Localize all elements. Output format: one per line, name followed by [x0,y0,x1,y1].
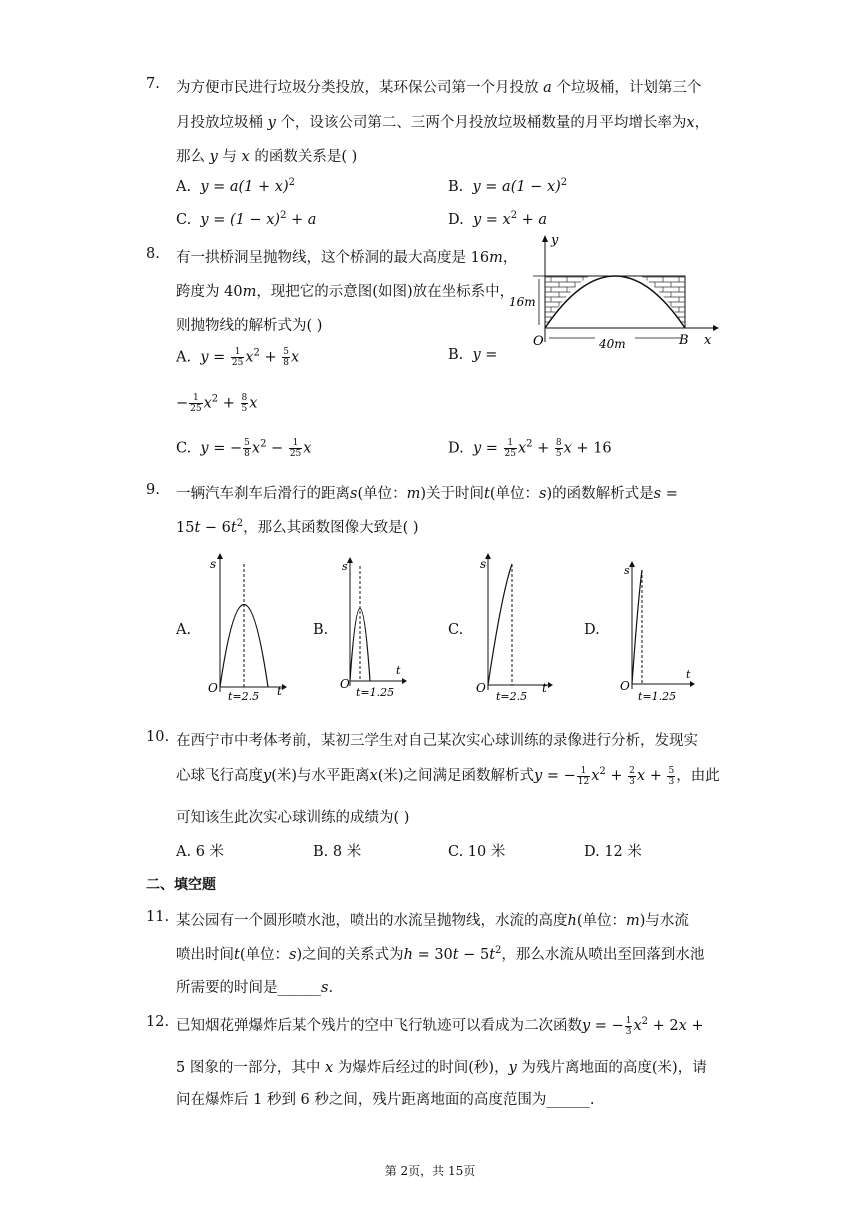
q12-number: 12. [146,1014,170,1030]
q11-text: )与水流 [639,913,689,929]
svg-text:s: s [480,557,487,571]
q8-option-b-continued: − $\frac{1}{25}$ $x^2$ + $\frac{8}{5}$ x [176,393,258,414]
q9-option-a-label[interactable]: A. [176,622,192,638]
q9-number: 9. [146,482,160,498]
section-heading: 二、填空题 [146,877,216,893]
span-label: 40m [599,337,626,351]
q9-line1: 一辆汽车刹车后滑行的距离s(单位：m)关于时间t(单位：s)的函数解析式是s = [176,486,678,502]
x-axis-label: x [704,333,712,348]
bridge-figure [503,232,723,352]
t-label: t=1.25 [356,686,395,699]
x-axis-arrow [713,325,719,331]
q10-option-b[interactable]: B. 8 米 [313,844,362,860]
q8-text: 有一拱桥洞呈抛物线，这个桥洞的最大高度是 16 [176,250,490,266]
option-expression: y = (1 − x) [200,211,281,228]
q7-text: ， [694,115,710,131]
q10-option-d[interactable]: D. 12 米 [584,844,642,860]
t-label: t=1.25 [638,690,677,703]
q9-text: )关于时间 [420,486,485,502]
q7-line3 [176,145,357,166]
q7-line1 [176,76,701,97]
q12-line3[interactable]: 问在爆炸后 1 秒到 6 秒之间，残片距离地面的高度范围为______. [176,1092,595,1108]
q7-text: 月投放垃圾桶 [176,115,263,131]
q12-line1: 已知烟花弹爆炸后某个残片的空中飞行轨迹可以看成为二次函数y = − $\frac{1}{3}$ $x^2 + 2x$ + [176,1015,704,1037]
option-label: B. [448,347,464,363]
var-x: x [686,115,695,131]
q8-line3: 则抛物线的解析式为( ) [176,318,323,334]
y-axis-arrow [542,235,548,242]
q9-graph-b[interactable] [338,556,408,702]
q12-text: 为残片离地面的高度(米)，请 [521,1060,707,1076]
q7-text: 个，设该公司第二、三两个月投放垃圾桶数量的月平均增长率为 [280,115,687,131]
y-axis-label: y [551,233,559,248]
svg-text:O: O [620,679,630,693]
height-label: 16m [509,295,536,309]
q10-line2: 心球飞行高度y(米)与水平距离x(米)之间满足函数解析式y = − $\frac{1}{12}$ $x^2$ + $\frac{2}{3}$ x + $\frac{5}{3}$ ，由此 [176,765,720,787]
q10-option-c[interactable]: C. 10 米 [448,844,506,860]
option-label: D. [448,211,464,228]
var-x: x [241,149,250,165]
q9-option-d-label[interactable]: D. [584,622,600,638]
q7-line2 [176,111,709,132]
q11-line2: 喷出时间t(单位：s)之间的关系式为$h = 30t - 5t^2$，那么水流从喷出至回落到水池 [176,945,705,963]
svg-text:s: s [342,560,348,573]
q10-option-a[interactable]: A. 6 米 [176,844,225,860]
point-b-label: B [679,333,689,348]
q9-option-b-label[interactable]: B. [313,622,329,638]
q12-text: 为爆炸后经过的时间(秒)， [337,1060,509,1076]
option-expression-tail: + a [517,211,548,228]
q8-option-d[interactable]: D. y = $\frac{1}{25}$ $x^2$ + $\frac{8}{5}$ x + 16 [448,438,612,459]
var-y: y [209,149,218,165]
svg-text:O: O [340,677,350,691]
svg-text:t: t [542,681,547,695]
q8-option-c[interactable]: C. y = − $\frac{5}{8}$ $x^2$ − $\frac{1}{25}$ x [176,438,312,459]
t-label: t=2.5 [496,690,528,702]
q8-text: ，现把它的示意图(如图)放在坐标系中， [256,284,515,300]
svg-text:s: s [210,557,217,571]
q12-line2: 5 图象的一部分，其中 x 为爆炸后经过的时间(秒)，y 为残片离地面的高度(米)，请 [176,1060,707,1076]
option-label: B. [448,178,464,195]
q10-text: (米)之间满足函数解析式 [377,768,535,784]
svg-text:O: O [208,681,218,695]
q9-graph-a[interactable] [204,552,288,702]
q9-text: )的函数解析式是 [546,486,654,502]
q9-text: (单位： [489,486,540,502]
q9-option-c-label[interactable]: C. [448,622,464,638]
q7-text: 个垃圾桶，计划第三个 [556,80,702,96]
var-y: y [267,115,276,131]
q7-text: 与 [222,149,237,165]
svg-text:O: O [476,681,486,695]
q11-text: (单位： [576,913,627,929]
option-label: C. [176,211,192,228]
var-a: a [543,80,552,96]
q12-text: 已知烟花弹爆炸后某个残片的空中飞行轨迹可以看成为二次函数 [176,1018,582,1034]
q7-option-d[interactable]: D. $y = x^2 + a$ [448,210,548,228]
q11-text: )之间的关系式为 [296,947,404,963]
q7-option-b[interactable]: B. $y = a(1 - x)^2$ [448,177,568,195]
q9-graph-c[interactable] [474,552,554,702]
option-label: C. [176,440,192,457]
option-label: A. [176,178,192,195]
q11-line3: 所需要的时间是______s. [176,980,334,996]
svg-text:s: s [624,564,630,577]
q8-number: 8. [146,246,160,262]
q8-line2 [176,280,514,301]
page-footer: 第 2页，共 15页 [384,1164,476,1178]
t-label: t=2.5 [228,690,260,702]
q7-number: 7. [146,76,160,92]
unit-m: m [489,250,503,266]
svg-text:t: t [396,664,401,677]
origin-label: O [533,334,544,349]
q10-number: 10. [146,729,170,745]
q11-line1: 某公园有一个圆形喷水池，喷出的水流呈抛物线，水流的高度h(单位：m)与水流 [176,913,689,929]
q9-line2: $15t - 6t^2$，那么其函数图像大致是( ) [176,518,419,536]
q11-text: 某公园有一个圆形喷水池，喷出的水流呈抛物线，水流的高度 [176,913,568,929]
q11-text: 喷出时间 [176,947,234,963]
q7-option-a[interactable]: A. $y = a(1 + x)^2$ [176,177,295,195]
q9-text: 一辆汽车刹车后滑行的距离 [176,486,350,502]
option-expression: y = a(1 + x) [200,178,289,195]
option-expression: y = a(1 − x) [472,178,561,195]
q8-text: ， [502,250,518,266]
q10-text: 心球飞行高度 [176,768,263,784]
q10-line3: 可知该生此次实心球训练的成绩为( ) [176,810,410,826]
q10-line1: 在西宁市中考体考前，某初三学生对自己某次实心球训练的录像进行分析，发现实 [176,733,698,749]
q9-text: ，那么其函数图像大致是( ) [243,520,419,536]
q8-option-b[interactable]: B. y = [448,347,498,363]
option-label: A. [176,349,192,366]
q7-text: 为方便市民进行垃圾分类投放，某环保公司第一个月投放 [176,80,539,96]
svg-text:t: t [686,668,691,681]
q11-text: ，那么水流从喷出至回落到水池 [501,947,705,963]
q11-text: (单位： [239,947,289,963]
q10-text: ，由此 [676,768,720,784]
option-label: D. [448,440,464,457]
q8-line1 [176,246,517,267]
q11-answer-blank[interactable]: 所需要的时间是______ [176,980,321,996]
unit-m: m [242,284,257,300]
svg-text:t: t [277,684,282,698]
q7-text: 那么 [176,149,205,165]
q9-graph-d[interactable] [612,560,702,704]
q10-text: (米)与水平距离 [271,768,370,784]
q7-option-c[interactable]: C. $y = (1 - x)^2 + a$ [176,210,317,228]
q8-text: 跨度为 40 [176,284,243,300]
q12-text: 5 图象的一部分，其中 [176,1060,321,1076]
option-expression: y = x [472,211,511,228]
q7-text: 的函数关系是( ) [254,149,358,165]
option-expression-tail: + a [286,211,317,228]
q8-option-a[interactable]: A. y = $\frac{1}{25}$ $x^2$ + $\frac{5}{8}$ x [176,347,300,368]
q11-number: 11. [146,909,170,925]
q9-text: (单位： [357,486,407,502]
